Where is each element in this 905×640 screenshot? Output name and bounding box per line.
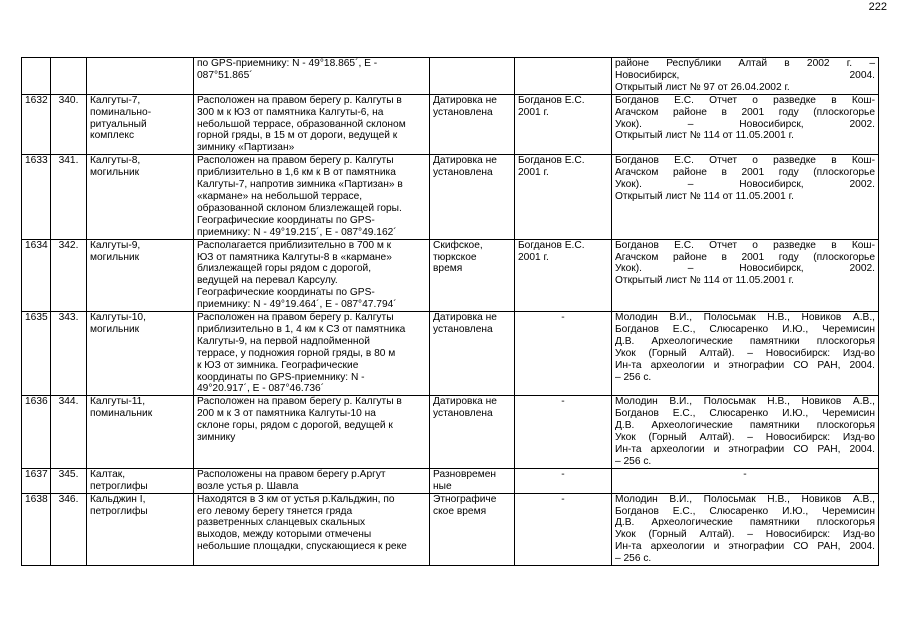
monument-name-cell — [87, 58, 194, 95]
source-line: Богданов Е.С., Слюсаренко И.Ю., Черемисин — [615, 323, 875, 335]
source-line: Открытый лист № 114 от 11.05.2001 г. — [615, 130, 794, 142]
monument-name-cell — [87, 94, 194, 155]
source-line: – 256 с. — [615, 371, 652, 383]
dating-cell — [430, 58, 515, 95]
dating-cell — [430, 468, 515, 493]
author-line: - — [561, 312, 565, 324]
description-line: Расположен на правом берегу р. Калгуты в — [197, 94, 402, 106]
source-line: Открытый лист № 97 от 26.04.2002 г. — [615, 81, 790, 93]
registry-number-cell: 1634 — [22, 239, 51, 311]
source-cell — [612, 312, 879, 396]
item-number-cell: 342. — [51, 239, 87, 311]
name-line: поминально- — [90, 106, 152, 118]
monument-name-cell — [87, 396, 194, 468]
description-line: по GPS-приемнику: N - 49°18.865´, Е - — [197, 58, 378, 69]
table-row — [22, 493, 879, 565]
location-description-cell — [194, 155, 430, 239]
monument-name-cell — [87, 155, 194, 239]
registry-number-cell: 1633 — [22, 155, 51, 239]
location-description-cell — [194, 239, 430, 311]
date-line: Разновремен — [433, 468, 497, 480]
source-line: Укок (Горный Алтай). – Новосибирск: Изд-во — [615, 529, 875, 541]
location-description-cell — [194, 493, 430, 565]
author-line: 2001 г. — [518, 251, 549, 263]
description-line: 49°20.917´, Е - 087°46.736´ — [197, 383, 325, 395]
source-line: – 256 с. — [615, 455, 652, 467]
author-line: - — [561, 468, 565, 480]
item-number-cell: 346. — [51, 493, 87, 565]
description-line: небольшой террасе, образованной склоном — [197, 118, 406, 130]
source-cell — [612, 493, 879, 565]
description-line: координаты по GPS-приемнику: N - — [197, 371, 365, 383]
description-line: Расположен на правом берегу р. Калгуты — [197, 155, 394, 167]
date-line: ское время — [433, 505, 487, 517]
date-line: установлена — [433, 323, 493, 335]
item-number-cell: 344. — [51, 396, 87, 468]
description-line: зимнику — [197, 432, 236, 444]
item-number-cell: 340. — [51, 94, 87, 155]
name-line: комплекс — [90, 130, 135, 142]
source-line: Укок). – Новосибирск, 2002. — [615, 179, 875, 191]
description-line: выходов, между которыми отмечены — [197, 529, 372, 541]
researcher-cell — [515, 493, 612, 565]
description-line: горной гряды, в 15 м от дороги, ведущей к — [197, 130, 398, 142]
date-line: Датировка не — [433, 312, 497, 324]
description-line: приемнику: N - 49°19.464´, Е - 087°47.794´ — [197, 299, 397, 311]
name-line: петроглифы — [90, 505, 148, 517]
source-line: Богданов Е.С., Слюсаренко И.Ю., Черемисин — [615, 408, 875, 420]
item-number-cell: 345. — [51, 468, 87, 493]
name-line: поминальник — [90, 408, 153, 420]
name-line: Калгуты-8, — [90, 155, 141, 167]
source-line: районе Республики Алтай в 2002 г. – — [615, 58, 875, 69]
source-cell — [612, 155, 879, 239]
table-row — [22, 239, 879, 311]
date-line: установлена — [433, 106, 493, 118]
source-line: Д.В. Археологические памятники плоскогорья — [615, 517, 875, 529]
description-line: образованной склоном близлежащей горы. — [197, 202, 402, 214]
researcher-cell — [515, 312, 612, 396]
researcher-cell — [515, 239, 612, 311]
source-line: Открытый лист № 114 от 11.05.2001 г. — [615, 275, 794, 287]
location-description-cell — [194, 468, 430, 493]
source-line: Укок). – Новосибирск, 2002. — [615, 118, 875, 130]
source-cell — [612, 58, 879, 95]
date-line: тюркское — [433, 251, 477, 263]
dating-cell — [430, 493, 515, 565]
description-line: 200 м к З от памятника Калгуты-10 на — [197, 408, 376, 420]
date-line: установлена — [433, 408, 493, 420]
table-row — [22, 155, 879, 239]
description-line: Располагается приблизительно в 700 м к — [197, 239, 392, 251]
item-number-cell: 341. — [51, 155, 87, 239]
author-line: Богданов Е.С. — [518, 155, 585, 167]
name-line: могильник — [90, 251, 140, 263]
researcher-cell — [515, 155, 612, 239]
date-line: Этнографиче — [433, 493, 497, 505]
description-line: разветренных сланцевых скальных — [197, 517, 366, 529]
researcher-cell — [515, 468, 612, 493]
registry-number-cell: 1637 — [22, 468, 51, 493]
source-line: Ин-та археологии и этнографии СО РАН, 2004. — [615, 359, 875, 371]
author-line: - — [561, 493, 565, 505]
location-description-cell — [194, 312, 430, 396]
name-line: Калтак, — [90, 468, 126, 480]
author-line: 2001 г. — [518, 106, 549, 118]
source-line: Д.В. Археологические памятники плоскогорья — [615, 420, 875, 432]
registry-number-cell — [22, 58, 51, 95]
description-line: Расположен на правом берегу р. Калгуты в — [197, 396, 402, 408]
date-line: установлена — [433, 167, 493, 179]
table-row — [22, 468, 879, 493]
author-line: Богданов Е.С. — [518, 94, 585, 106]
researcher-cell — [515, 58, 612, 95]
source-line: Открытый лист № 114 от 11.05.2001 г. — [615, 190, 794, 202]
source-line: Укок (Горный Алтай). – Новосибирск: Изд-во — [615, 432, 875, 444]
description-line: Калгуты-9, на первой надпойменной — [197, 335, 370, 347]
description-line: ведущей на перевал Карсулу. — [197, 275, 338, 287]
date-line: Датировка не — [433, 155, 497, 167]
description-line: 087°51.865´ — [197, 69, 253, 81]
description-line: Калгуты-7, напротив зимника «Партизан» в — [197, 179, 403, 191]
dating-cell — [430, 155, 515, 239]
description-line: Расположены на правом берегу р.Аргут — [197, 468, 386, 480]
location-description-cell — [194, 396, 430, 468]
monument-name-cell — [87, 468, 194, 493]
dating-cell — [430, 239, 515, 311]
source-line: Агачском районе в 2001 году (плоскогорье — [615, 106, 875, 118]
date-line: ные — [433, 480, 452, 492]
source-line: Ин-та археологии и этнографии СО РАН, 2004. — [615, 444, 875, 455]
source-line: - — [743, 468, 747, 480]
location-description-cell — [194, 94, 430, 155]
description-line: Расположен на правом берегу р. Калгуты — [197, 312, 394, 324]
source-line: Богданов Е.С. Отчет о разведке в Кош- — [615, 155, 875, 167]
name-line: Калгуты-11, — [90, 396, 146, 408]
source-line: Молодин В.И., Полосьмак Н.В., Новиков А.В., — [615, 396, 875, 408]
registry-number-cell: 1635 — [22, 312, 51, 396]
source-cell — [612, 239, 879, 311]
description-line: небольшие площадки, спускающиеся к реке — [197, 541, 407, 553]
name-line: могильник — [90, 323, 140, 335]
description-line: Географические координаты по GPS- — [197, 287, 375, 299]
item-number-cell — [51, 58, 87, 95]
description-line: приемнику: N - 49°19.215´, Е - 087°49.162´ — [197, 226, 397, 238]
name-line: Калгуты-9, — [90, 239, 141, 251]
source-line: Богданов Е.С. Отчет о разведке в Кош- — [615, 94, 875, 106]
table-row — [22, 58, 879, 95]
name-line: Кальджин I, — [90, 493, 146, 505]
date-line: Датировка не — [433, 94, 497, 106]
description-line: Географические координаты по GPS- — [197, 214, 375, 226]
dating-cell — [430, 312, 515, 396]
registry-number-cell: 1636 — [22, 396, 51, 468]
monuments-table — [21, 57, 879, 566]
researcher-cell — [515, 396, 612, 468]
name-line: петроглифы — [90, 480, 148, 492]
date-line: Датировка не — [433, 396, 497, 408]
name-line: могильник — [90, 167, 140, 179]
registry-number-cell: 1632 — [22, 94, 51, 155]
source-line: Молодин В.И., Полосьмак Н.В., Новиков А.В., — [615, 312, 875, 324]
description-line: террасе, у подножия горной гряды, в 80 м — [197, 347, 396, 359]
name-line: ритуальный — [90, 118, 147, 130]
dating-cell — [430, 94, 515, 155]
location-description-cell — [194, 58, 430, 95]
description-line: склоне горы, рядом с дорогой, ведущей к — [197, 420, 393, 432]
author-line: - — [561, 396, 565, 408]
description-line: близлежащей горы рядом с дорогой, — [197, 263, 372, 275]
description-line: 300 м к ЮЗ от памятника Калгуты-6, на — [197, 106, 384, 118]
source-line: – 256 с. — [615, 553, 652, 565]
description-line: возле устья р. Шавла — [197, 480, 299, 492]
source-cell — [612, 396, 879, 468]
table-row — [22, 312, 879, 396]
description-line: зимнику «Партизан» — [197, 142, 295, 154]
source-line: Богданов Е.С., Слюсаренко И.Ю., Черемисин — [615, 505, 875, 517]
source-cell — [612, 94, 879, 155]
description-line: ЮЗ от памятника Калгуты-8 в «кармане» — [197, 251, 392, 263]
dating-cell — [430, 396, 515, 468]
name-line: Калгуты-7, — [90, 94, 141, 106]
table-row — [22, 94, 879, 155]
monument-name-cell — [87, 239, 194, 311]
table-row — [22, 396, 879, 468]
monument-name-cell — [87, 312, 194, 396]
description-line: приблизительно в 1, 4 км к СЗ от памятника — [197, 323, 406, 335]
source-cell — [612, 468, 879, 493]
name-line: Калгуты-10, — [90, 312, 146, 324]
description-line: его левому берегу тянется гряда — [197, 505, 353, 517]
description-line: Находятся в 3 км от устья р.Кальджин, по — [197, 493, 395, 505]
source-line: Агачском районе в 2001 году (плоскогорье — [615, 251, 875, 263]
description-line: приблизительно в 1,6 км к В от памятника — [197, 167, 396, 179]
author-line: Богданов Е.С. — [518, 239, 585, 251]
source-line: Богданов Е.С. Отчет о разведке в Кош- — [615, 239, 875, 251]
source-line: Укок). – Новосибирск, 2002. — [615, 263, 875, 275]
date-line: время — [433, 263, 463, 275]
description-line: «кармане» на небольшой террасе, — [197, 190, 363, 202]
item-number-cell: 343. — [51, 312, 87, 396]
researcher-cell — [515, 94, 612, 155]
author-line: 2001 г. — [518, 167, 549, 179]
source-line: Молодин В.И., Полосьмак Н.В., Новиков А.В., — [615, 493, 875, 505]
monument-name-cell — [87, 493, 194, 565]
source-line: Ин-та археологии и этнографии СО РАН, 2004. — [615, 541, 875, 553]
page-number: 222 — [868, 1, 887, 13]
date-line: Скифское, — [433, 239, 483, 251]
table-body — [22, 58, 879, 566]
source-line: Агачском районе в 2001 году (плоскогорье — [615, 167, 875, 179]
source-line: Новосибирск, 2004. — [615, 69, 875, 81]
registry-number-cell: 1638 — [22, 493, 51, 565]
description-line: к ЮЗ от зимника. Географические — [197, 359, 359, 371]
source-line: Укок (Горный Алтай). – Новосибирск: Изд-во — [615, 347, 875, 359]
source-line: Д.В. Археологические памятники плоскогорья — [615, 335, 875, 347]
